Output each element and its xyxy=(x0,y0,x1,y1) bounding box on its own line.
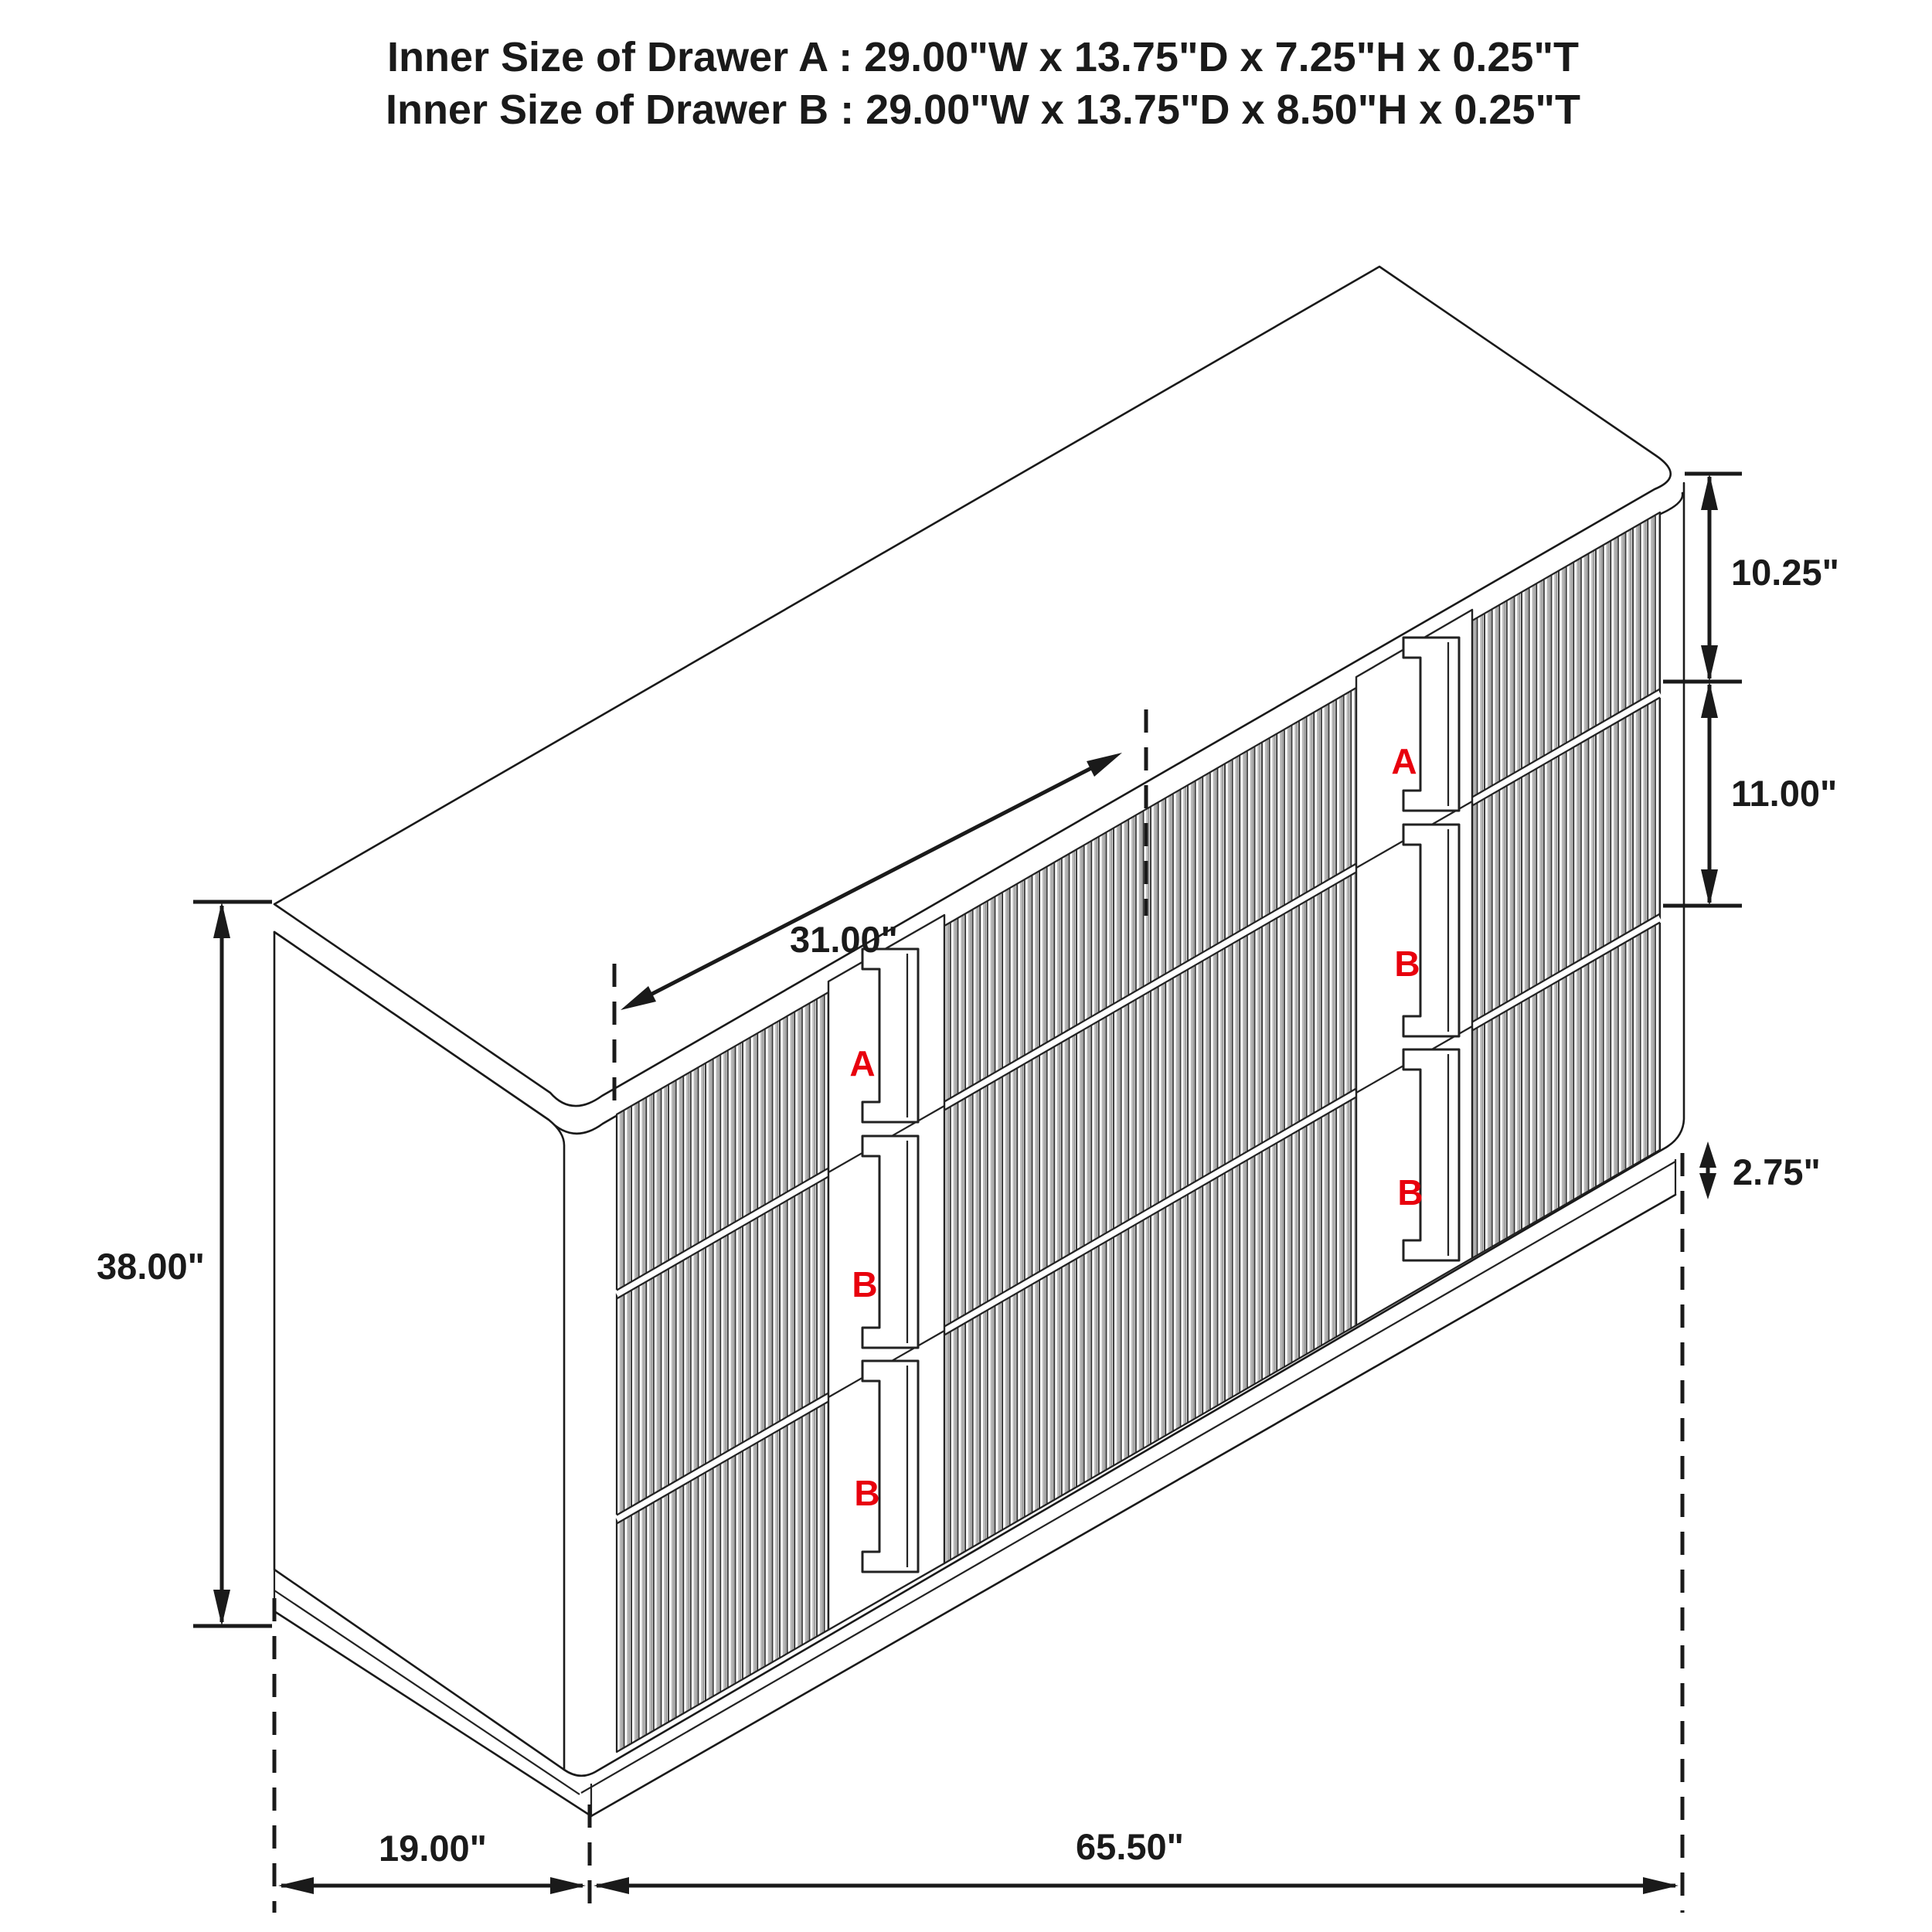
dresser xyxy=(274,267,1684,1816)
drawer-label-left-a: A xyxy=(849,1043,876,1083)
overall-width-label: 65.50" xyxy=(1076,1826,1184,1867)
header-line-1: Inner Size of Drawer A : 29.00"W x 13.75"D x 7.25"H x 0.25"T xyxy=(386,34,1580,80)
depth-label: 19.00" xyxy=(379,1828,487,1869)
header xyxy=(386,34,1580,133)
drawer-label-right-b2: B xyxy=(1397,1172,1423,1213)
dimension-overall-height xyxy=(97,902,272,1626)
top-drawer-height-label: 10.25" xyxy=(1731,552,1839,593)
drawer-front-width-label: 31.00" xyxy=(790,919,898,960)
dimension-drawer-heights xyxy=(1663,474,1839,906)
drawer-label-right-a: A xyxy=(1391,741,1417,781)
base-height-label: 2.75" xyxy=(1733,1151,1821,1192)
drawer-label-left-b1: B xyxy=(852,1264,878,1304)
dimension-base-height xyxy=(1699,1141,1821,1199)
overall-height-label: 38.00" xyxy=(97,1246,205,1287)
drawer-label-right-b1: B xyxy=(1394,944,1420,984)
middle-drawer-height-label: 11.00" xyxy=(1731,773,1838,814)
drawer-label-left-b2: B xyxy=(854,1473,880,1513)
fluted-panel-right xyxy=(1472,512,1660,1258)
right-edge xyxy=(1663,483,1684,1149)
header-line-2: Inner Size of Drawer B : 29.00"W x 13.75"D x 8.50"H x 0.25"T xyxy=(385,87,1581,133)
fluted-panel-left xyxy=(617,992,828,1752)
